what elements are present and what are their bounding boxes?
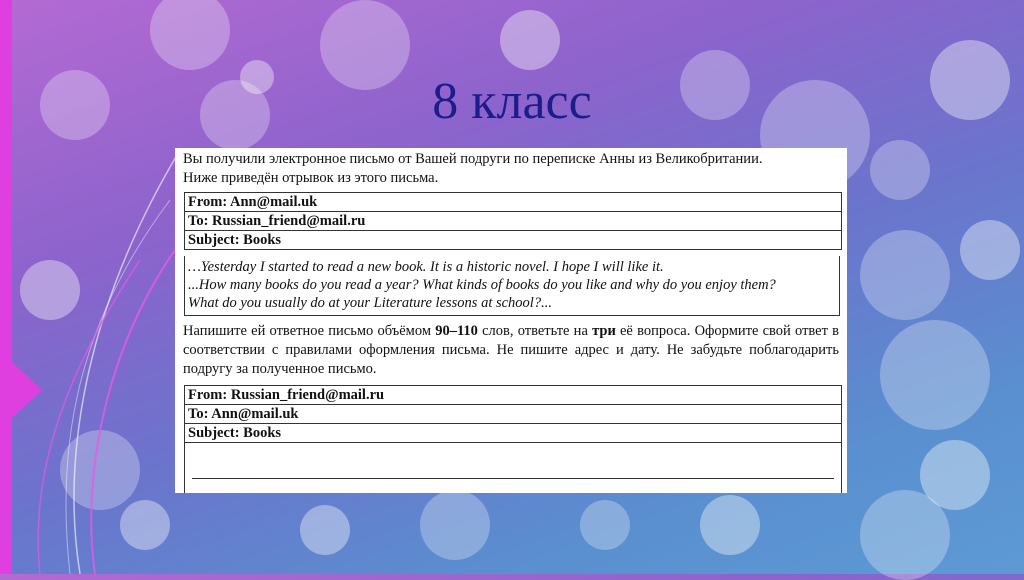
letter-line-2: ...How many books do you read a year? What kinds of books do you like and why do you enjoy them? [188,277,776,293]
reply-from: From: Russian_friend@mail.ru [185,386,841,405]
intro-line-1: Вы получили электронное письмо от Вашей подруги по переписке Анны из Великобритании. [183,151,763,167]
letter-line-1: …Yesterday I started to read a new book. It is a historic novel. I hope I will like it. [188,259,664,275]
task-instructions [183,322,839,379]
task-intro [183,150,839,188]
instructions-part-1: Напишите ей ответное письмо объёмом [183,323,436,339]
accent-arrow-icon [12,362,42,418]
accent-arrow-base [0,362,12,418]
letter-line-3: What do you usually do at your Literature lessons at school?... [188,295,552,311]
intro-line-2: Ниже приведён отрывок из этого письма. [183,170,439,186]
reply-subject: Subject: Books [188,425,282,441]
instructions-word-count: 90–110 [435,323,478,339]
instructions-part-3: её вопроса. Оформите свой ответ в соответствии с правилами оформления письма. Не пишите адрес и дату. Не забудьте поблагодарить подругу за полученное письмо. [183,323,839,377]
instructions-part-2: слов, ответьте на [477,323,593,339]
reply-to: To: Ann@mail.uk [185,405,841,424]
reply-email-header [184,385,842,443]
incoming-letter-text [184,256,840,316]
incoming-subject: Subject: Books [188,232,282,248]
instructions-three: три [592,323,616,339]
slide-title: 8 класс [432,73,592,130]
incoming-email-header [184,192,842,250]
incoming-to: To: Russian_friend@mail.ru [185,212,841,231]
answer-line [192,478,834,479]
reply-answer-area [184,443,842,493]
task-document [175,148,847,493]
incoming-from: From: Ann@mail.uk [185,193,841,212]
